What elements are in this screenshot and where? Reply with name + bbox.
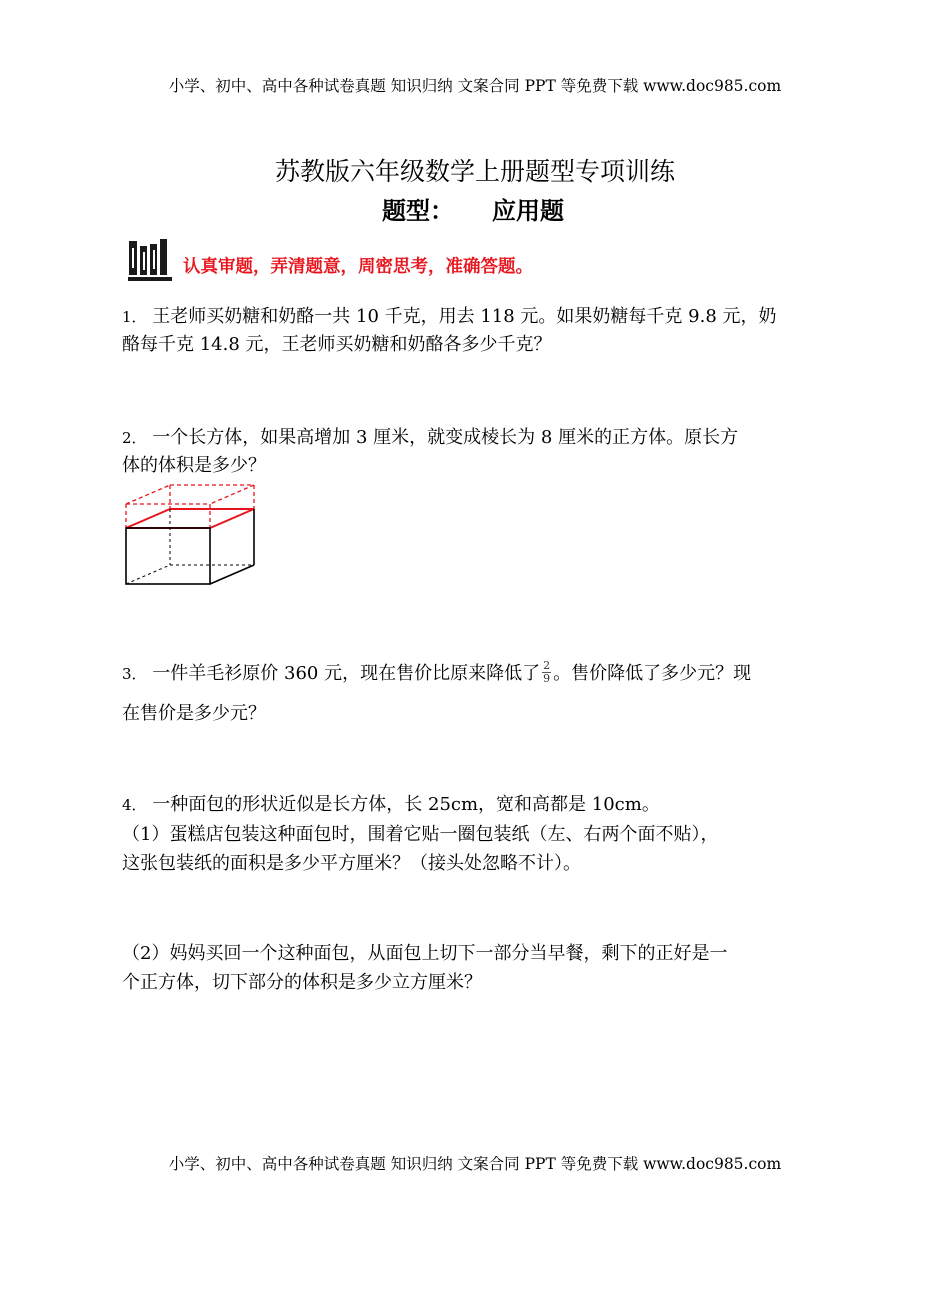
problem-4-part2-line2: 个正方体，切下部分的体积是多少立方厘米？ <box>122 972 482 993</box>
page-subtitle <box>382 191 564 226</box>
problem-3 <box>122 654 834 734</box>
problem-4 <box>122 790 834 878</box>
banner-text: 认真审题，弄清题意，周密思考，准确答题。 <box>183 257 533 277</box>
problem-4-part1-line1: （1）蛋糕店包装这种面包时，围着它贴一圈包装纸（左、右两个面不贴）， <box>122 824 719 845</box>
cuboid-diagram <box>122 482 262 588</box>
problem-4-part2 <box>122 939 834 997</box>
problem-2-number: 2． <box>122 429 147 447</box>
fraction-denominator: 9 <box>543 671 551 685</box>
problem-4-number: 4． <box>122 796 147 814</box>
subtitle-label: 题型： <box>382 197 454 225</box>
problem-4-part2-line1: （2）妈妈买回一个这种面包，从面包上切下一部分当早餐，剩下的正好是一 <box>122 943 728 964</box>
page-header: 小学、初中、高中各种试卷真题 知识归纳 文案合同 PPT 等免费下载 www.doc985.com <box>168 77 782 95</box>
problem-3-line1b: 。售价降低了多少元？现 <box>553 663 752 684</box>
problem-2-line1: 一个长方体，如果高增加 3 厘米，就变成棱长为 8 厘米的正方体。原长方 <box>152 427 739 448</box>
problem-1-line1: 王老师买奶糖和奶酪一共 10 千克，用去 118 元。如果奶糖每千克 9.8 元，奶 <box>152 306 777 327</box>
problem-2-line2: 体的体积是多少？ <box>122 455 266 476</box>
page-footer: 小学、初中、高中各种试卷真题 知识归纳 文案合同 PPT 等免费下载 www.doc985.com <box>168 1155 782 1173</box>
problem-3-line2: 在售价是多少元？ <box>122 703 266 724</box>
problem-3-line1a: 一件羊毛衫原价 360 元，现在售价比原来降低了 <box>152 663 541 684</box>
fraction-numerator: 2 <box>543 658 551 672</box>
page-title: 苏教版六年级数学上册题型专项训练 <box>274 157 675 186</box>
problem-4-line1: 一种面包的形状近似是长方体，长 25cm，宽和高都是 10cm。 <box>152 794 660 815</box>
subtitle-value: 应用题 <box>492 197 564 225</box>
books-icon <box>128 236 174 282</box>
problem-2 <box>122 424 834 480</box>
problem-4-part1-line2: 这张包装纸的面积是多少平方厘米？（接头处忽略不计）。 <box>122 853 581 874</box>
problem-3-number: 3． <box>122 665 147 683</box>
problem-1-number: 1． <box>122 308 147 326</box>
problem-1 <box>122 303 834 359</box>
fraction-two-ninths <box>542 660 551 685</box>
problem-1-line2: 酪每千克 14.8 元，王老师买奶糖和奶酪各多少千克？ <box>122 334 552 355</box>
